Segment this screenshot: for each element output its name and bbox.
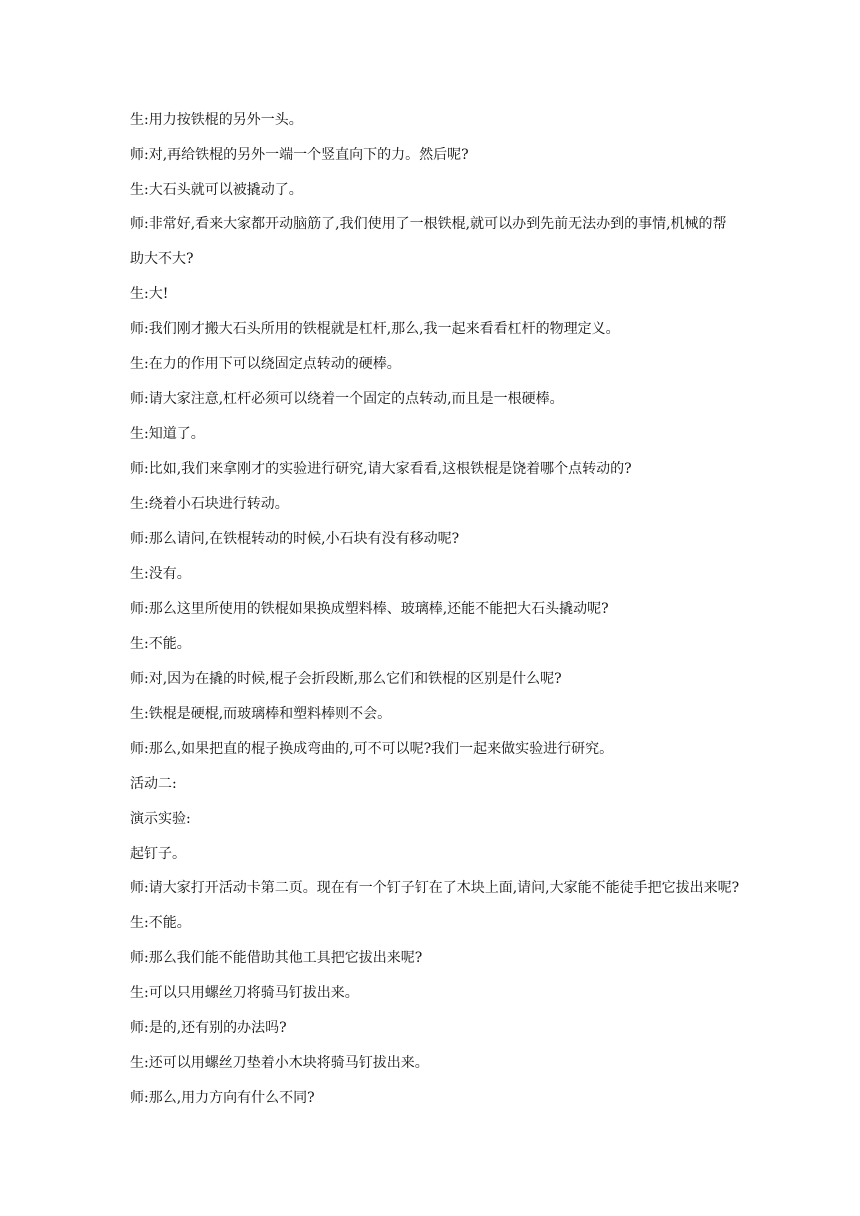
text-line: 活动二:	[130, 776, 177, 792]
text-line: 师:对,再给铁棍的另外一端一个竖直向下的力。然后呢?	[130, 147, 469, 163]
text-line: 师:对,因为在撬的时候,棍子会折段断,那么它们和铁棍的区别是什么呢?	[130, 671, 562, 687]
text-line: 师:那么请问,在铁棍转动的时候,小石块有没有移动呢?	[130, 531, 460, 547]
text-line: 生:不能。	[130, 915, 191, 931]
text-line: 师:是的,还有别的办法吗?	[130, 1020, 287, 1036]
document-body	[130, 108, 740, 1121]
text-line: 师:那么,用力方向有什么不同?	[130, 1090, 315, 1106]
text-line: 师:请大家打开活动卡第二页。现在有一个钉子钉在了木块上面,请问,大家能不能徒手把它拔出来呢?	[130, 880, 740, 896]
text-line: 师:请大家注意,杠杆必须可以绕着一个固定的点转动,而且是一根硬棒。	[130, 391, 564, 407]
text-line: 生:不能。	[130, 636, 191, 652]
text-line: 生:知道了。	[130, 426, 205, 442]
text-line: 师:那么,如果把直的棍子换成弯曲的,可不可以呢?我们一起来做实验进行研究。	[130, 741, 614, 757]
text-line: 起钉子。	[130, 846, 186, 862]
text-line: 生:没有。	[130, 566, 191, 582]
text-line: 生:在力的作用下可以绕固定点转动的硬棒。	[130, 356, 401, 372]
text-line: 师:我们刚才搬大石头所用的铁棍就是杠杆,那么,我一起来看看杠杆的物理定义。	[130, 321, 620, 337]
text-line: 生:还可以用螺丝刀垫着小木块将骑马钉拔出来。	[130, 1055, 429, 1071]
text-line: 生:可以只用螺丝刀将骑马钉拔出来。	[130, 985, 359, 1001]
text-line: 师:非常好,看来大家都开动脑筋了,我们使用了一根铁棍,就可以办到先前无法办到的事情,机械的帮助大不大?	[130, 216, 727, 267]
text-line: 生:大石头就可以被撬动了。	[130, 182, 303, 198]
text-line: 师:比如,我们来拿刚才的实验进行研究,请大家看看,这根铁棍是饶着哪个点转动的?	[130, 461, 632, 477]
text-line: 师:那么我们能不能借助其他工具把它拔出来呢?	[130, 950, 423, 966]
text-line: 师:那么这里所使用的铁棍如果换成塑料棒、玻璃棒,还能不能把大石头撬动呢?	[130, 601, 609, 617]
text-line: 生:铁棍是硬棍,而玻璃棒和塑料棒则不会。	[130, 706, 392, 722]
text-line: 生:绕着小石块进行转动。	[130, 496, 289, 512]
text-line: 生:用力按铁棍的另外一头。	[130, 112, 303, 128]
text-line: 生:大!	[130, 286, 169, 302]
text-line: 演示实验:	[130, 811, 191, 827]
